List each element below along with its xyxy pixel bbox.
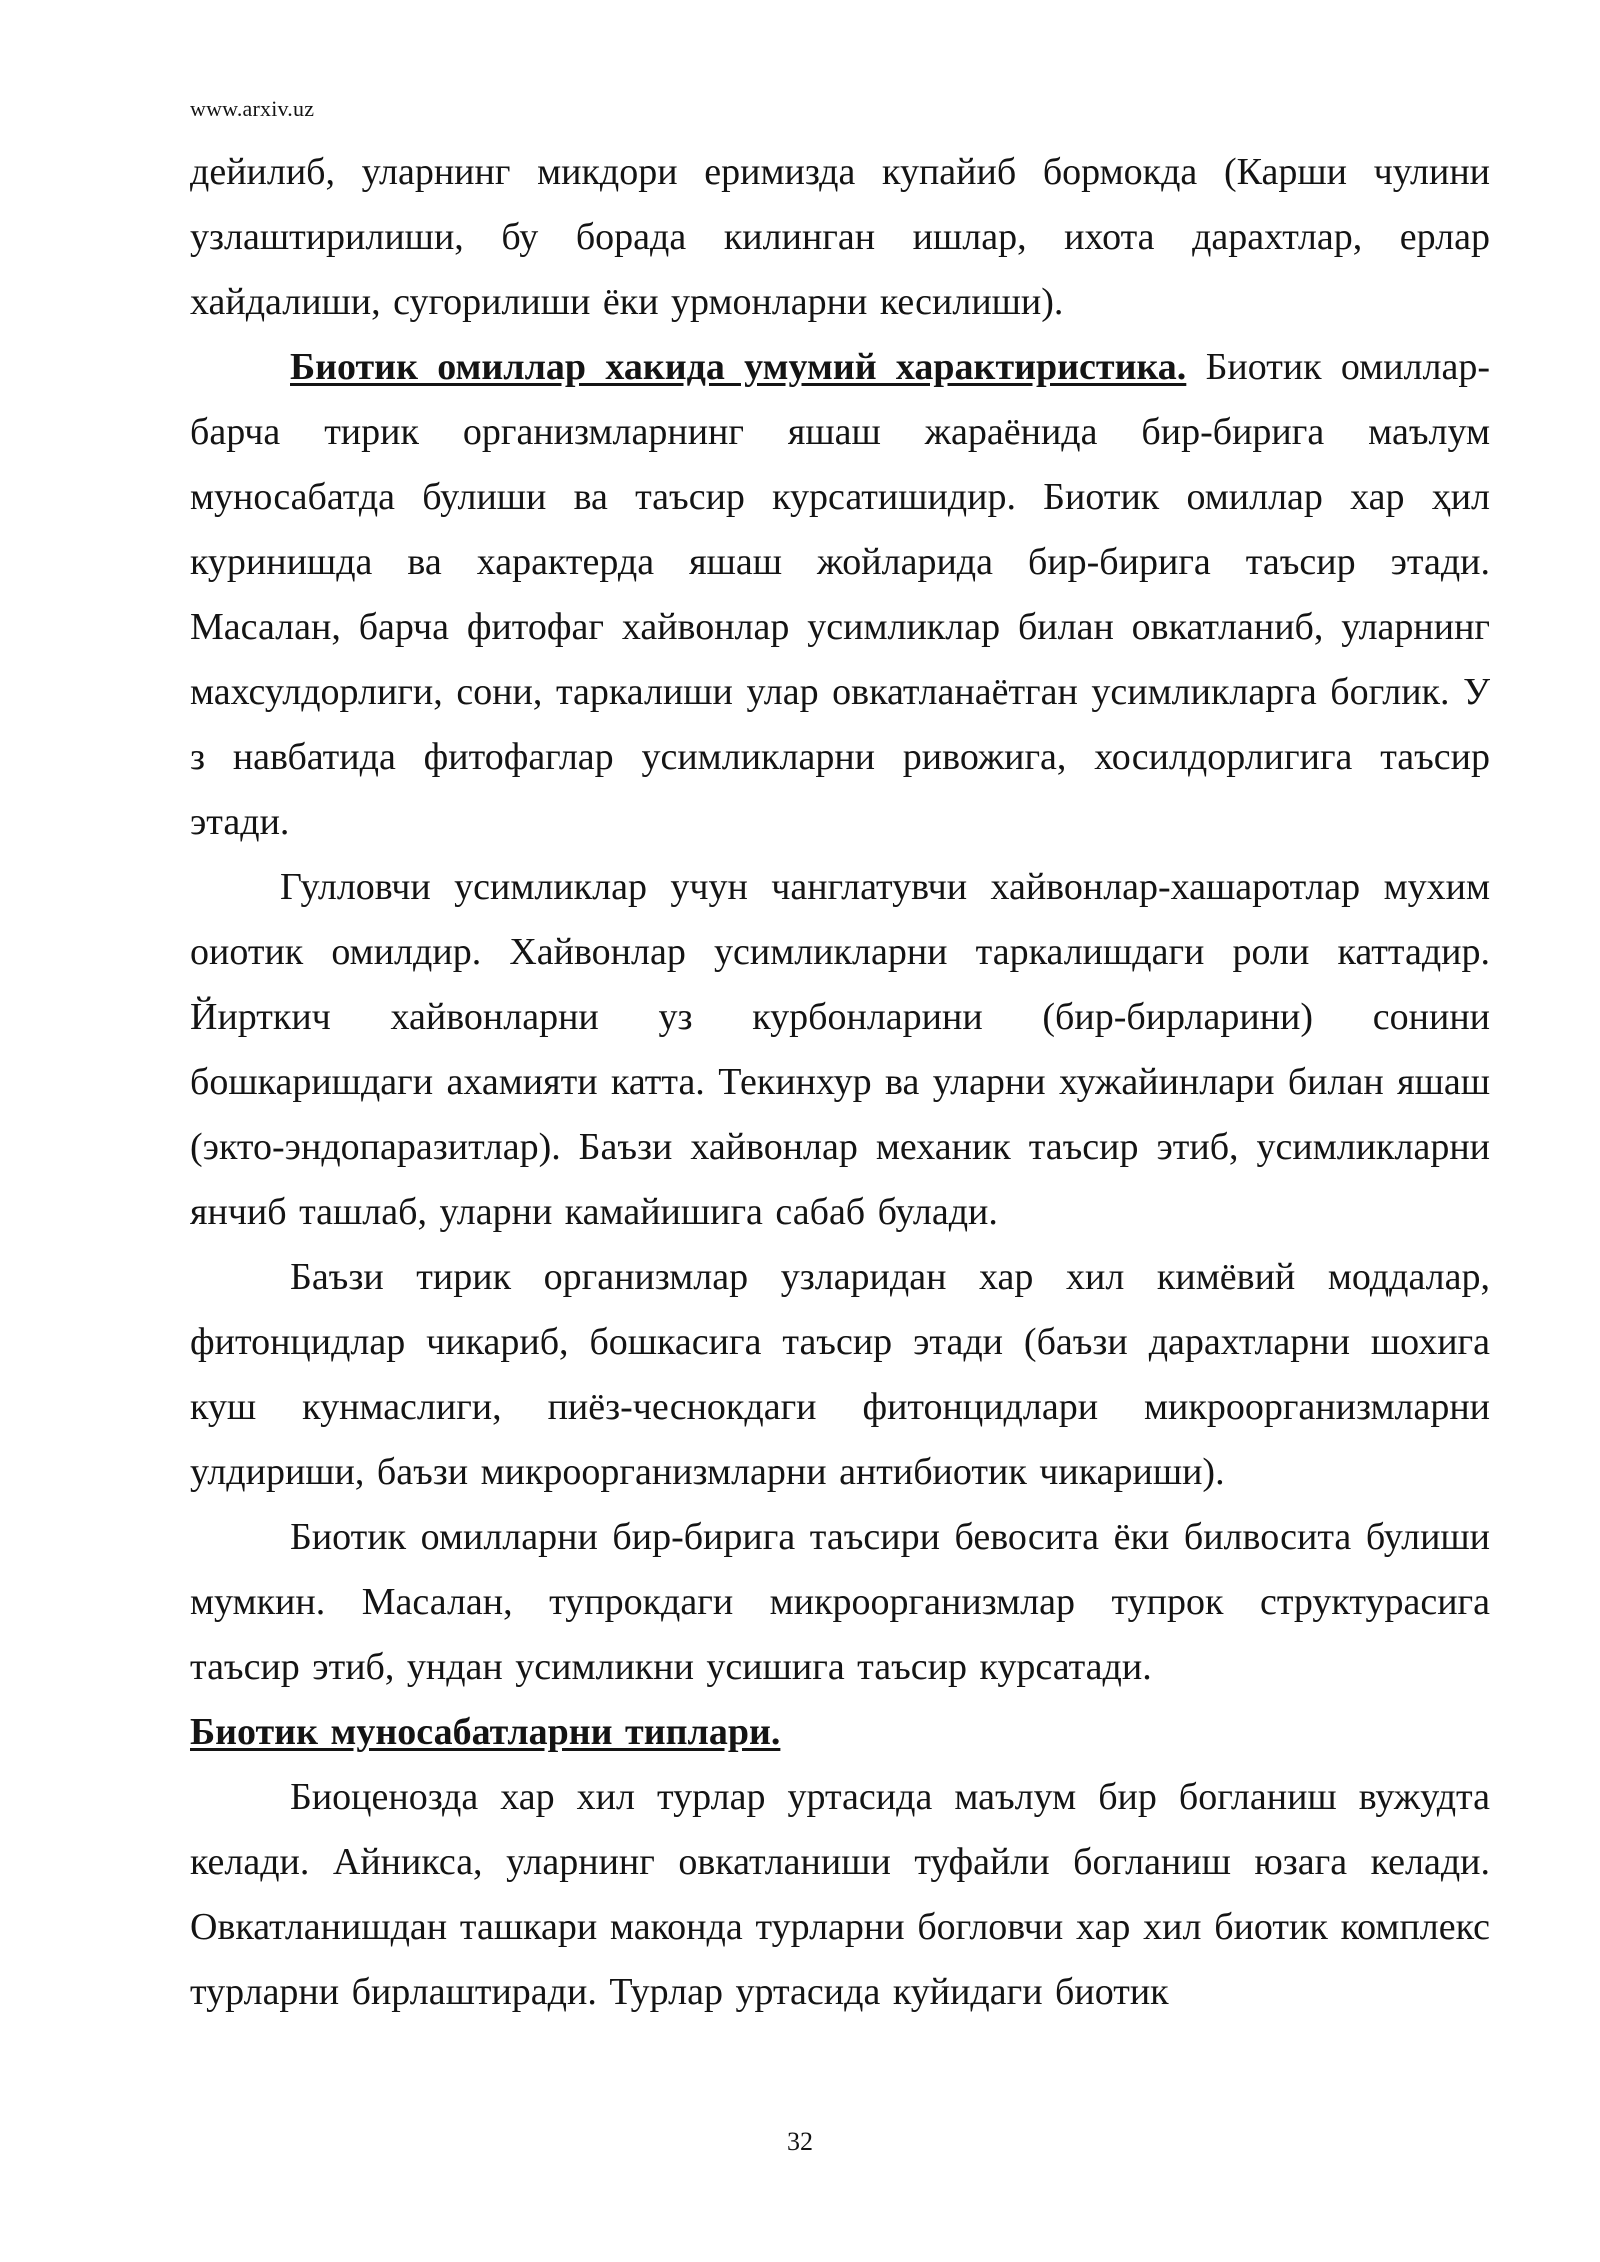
paragraph-3: Гулловчи усимликлар учун чанглатувчи хайвонлар-хашаротлар мухим оиотик омилдир. Хайвонлар усимликларни таркалишдаги роли каттадир. Йирткич хайвонларни уз курбонларини (бир-бирларини) сонини бошкаришдаги ахамияти катта. Текинхур ва уларни хужайинлари билан яшаш (экто-эндопаразитлар). Баъзи хайвонлар механик таъсир этиб, усимликларни янчиб ташлаб, уларни камайишига сабаб булади.: [190, 866, 1490, 1233]
paragraph-2-text: Биотик омиллар-барча тирик организмларнинг яшаш жараёнида бир-бирига маълум муносабатда булиши ва таъсир курсатишидир. Биотик омиллар хар ҳил куринишда ва характерда яшаш жойларида бир-бирига таъсир этади. Масалан, барча фитофаг хайвонлар усимликлар билан овкатланиб, уларнинг махсулдорлиги, сони, таркалиши улар овкатланаётган усимликларга боглик. У з навбатида фитофаглар усимликларни ривожига, хосилдорлигига таъсир этади.: [190, 346, 1490, 843]
document-body: [190, 140, 1490, 2025]
paragraph-4: Баъзи тирик организмлар узларидан хар хил кимёвий моддалар, фитонцидлар чикариб, бошкасига таъсир этади (баъзи дарахтларни шохига куш кунмаслиги, пиёз-чеснокдаги фитонцидлари микроорганизмларни улдириши, баъзи микроорганизмларни антибиотик чикариши).: [190, 1256, 1490, 1493]
paragraph-6: Биоценозда хар хил турлар уртасида маълум бир богланиш вужудта келади. Айникса, уларнинг овкатланиши туфайли богланиш юзага келади. Овкатланишдан ташкари маконда турларни богловчи хар хил биотик комплекс турларни бирлаштиради. Турлар уртасида куйидаги биотик: [190, 1776, 1490, 2013]
section-heading-biotic-relation-types: Биотик муносабатларни типлари.: [190, 1711, 781, 1753]
paragraph-1: дейилиб, уларнинг микдори еримизда купайиб бормокда (Карши чулини узлаштирилиши, бу борада килинган ишлар, ихота дарахтлар, ерлар хайдалиши, сугорилиши ёки урмонларни кесилиши).: [190, 151, 1490, 323]
section-title-biotic-characteristics: Биотик омиллар хакида умумий характиристика.: [290, 346, 1187, 388]
page-number: 32: [787, 2127, 813, 2156]
site-header: www.arxiv.uz: [190, 96, 315, 121]
paragraph-5: Биотик омилларни бир-бирига таъсири бевосита ёки билвосита булиши мумкин. Масалан, тупрокдаги микроорганизмлар тупрок структурасига таъсир этиб, ундан усимликни усишига таъсир курсатади.: [190, 1516, 1490, 1688]
paragraph-2: [190, 335, 1490, 855]
